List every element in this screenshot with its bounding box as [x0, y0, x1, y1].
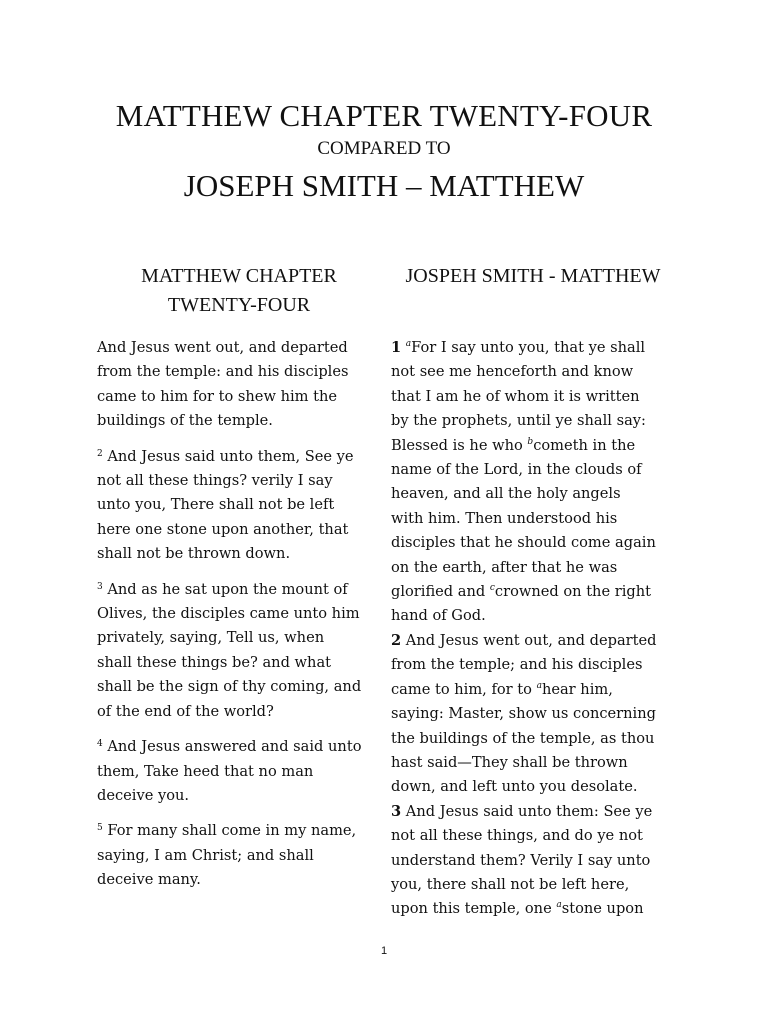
verse-text: cometh in the: [533, 436, 636, 454]
verse-line: [97, 735, 379, 759]
verse-text: shall not be thrown down.: [97, 545, 291, 563]
compared-to-label: COMPARED TO: [317, 138, 451, 159]
verse-number: 1: [391, 339, 402, 356]
verse-text: And Jesus went out, and departed: [401, 631, 657, 649]
verse-line: [391, 702, 673, 726]
verse-number: 3: [391, 802, 402, 820]
verse-line: [97, 626, 379, 650]
verse-line: [391, 531, 673, 555]
verse-text: that I am he of whom it is written: [391, 387, 640, 405]
verse-text: not all these things, and do ye not: [391, 827, 643, 845]
verse-line: [391, 604, 673, 628]
verse-text: deceive many.: [97, 871, 201, 889]
verse-text: the buildings of the temple, as thou: [391, 729, 655, 747]
verse-line: [391, 556, 673, 580]
verse-line: [391, 849, 673, 873]
verse-text: For many shall come in my name,: [102, 822, 357, 840]
verse-line: [391, 336, 673, 360]
verse-text: unto you, There shall not be left: [97, 496, 335, 514]
verse-paragraph: [97, 819, 379, 892]
verse-line: [391, 678, 673, 702]
footnote-marker: c: [489, 583, 495, 594]
verse-line: [97, 518, 379, 542]
verse-line: [97, 542, 379, 566]
verse-line: [97, 651, 379, 675]
verse-line: [391, 897, 673, 921]
verse-line: [97, 469, 379, 493]
page-subtitle: JOSEPH SMITH – MATTHEW: [183, 168, 585, 203]
verse-text: them, Take heed that no man: [97, 762, 314, 780]
verse-line: [97, 868, 379, 892]
verse-line: [391, 727, 673, 751]
verse-text: upon this temple, one: [391, 900, 557, 918]
verse-line: [97, 578, 379, 602]
verse-text: hand of God.: [391, 607, 486, 625]
verse-text: crowned on the right: [494, 583, 651, 601]
verse-line: [391, 800, 673, 824]
verse-number: 2: [97, 448, 103, 459]
verse-text: by the prophets, until ye shall say:: [391, 412, 646, 430]
verse-text: from the temple; and his disciples: [391, 656, 643, 674]
verse-number: 2: [391, 631, 402, 649]
verse-text: And Jesus said unto them: See ye: [401, 802, 653, 820]
verse-line: [391, 385, 673, 409]
joseph-smith-matthew-column: [391, 336, 673, 922]
verse-text: came to him for to shew him the: [97, 387, 338, 405]
verse-text: not see me henceforth and know: [391, 363, 634, 381]
verse-line: [97, 409, 379, 433]
verse-text: shall be the sign of thy coming, and: [97, 678, 362, 696]
verse-paragraph: [97, 578, 379, 724]
verse-text: Blessed is he who: [391, 436, 528, 454]
verse-line: [97, 675, 379, 699]
page-number: 1: [380, 945, 388, 957]
verse-text: down, and left unto you desolate.: [391, 778, 638, 796]
verse-line: [391, 653, 673, 677]
verse-text: stone upon: [561, 900, 644, 918]
verse-paragraph: [97, 336, 379, 434]
verse-line: [391, 507, 673, 531]
verse-line: [97, 819, 379, 843]
verse-line: [391, 629, 673, 653]
verse-text: hast said—They shall be thrown: [391, 753, 628, 771]
verse-line: [391, 434, 673, 458]
verse-line: [97, 844, 379, 868]
verse-line: [97, 360, 379, 384]
verse-number: 4: [97, 739, 103, 750]
verse-line: [391, 873, 673, 897]
verse-text: And as he sat upon the mount of: [102, 580, 348, 598]
verse-text: buildings of the temple.: [97, 412, 273, 430]
verse-line: [97, 445, 379, 469]
footnote-marker: b: [527, 436, 534, 447]
verse-text: deceive you.: [97, 786, 190, 804]
verse-text: on the earth, after that he was: [391, 558, 618, 576]
verse-line: [97, 760, 379, 784]
verse-text: understand them? Verily I say unto: [391, 851, 651, 869]
verse-text: Olives, the disciples came unto him: [97, 605, 360, 623]
verse-text: shall these things be? and what: [97, 653, 332, 671]
right-column-heading: JOSPEH SMITH - MATTHEW: [405, 265, 661, 287]
verse-line: [391, 409, 673, 433]
verse-text: glorified and: [391, 583, 490, 601]
verse-text: here one stone upon another, that: [97, 520, 349, 538]
verse-text: And Jesus answered and said unto: [102, 738, 362, 756]
verse-line: [391, 458, 673, 482]
verse-paragraph: [97, 735, 379, 808]
verse-line: [97, 385, 379, 409]
verse-text: came to him, for to: [391, 680, 537, 698]
page-title: MATTHEW CHAPTER TWENTY-FOUR: [115, 98, 653, 133]
verse-text: disciples that he should come again: [391, 534, 656, 552]
left-heading-line: TWENTY-FOUR: [167, 294, 311, 316]
verse-text: of the end of the world?: [97, 702, 274, 720]
verse-text: name of the Lord, in the clouds of: [391, 461, 642, 479]
verse-line: [97, 493, 379, 517]
verse-line: [97, 602, 379, 626]
verse-text: saying: Master, show us concerning: [391, 705, 656, 723]
footnote-marker: a: [556, 900, 562, 911]
verse-line: [391, 751, 673, 775]
verse-text: hear him,: [541, 680, 613, 698]
footnote-marker: a: [405, 339, 412, 349]
left-heading-line: MATTHEW CHAPTER: [141, 265, 337, 287]
footnote-marker: a: [536, 680, 542, 691]
verse-paragraph: [97, 445, 379, 567]
verse-line: [391, 580, 673, 604]
verse-line: [391, 775, 673, 799]
verse-text: For I say unto you, that ye shall: [411, 339, 646, 356]
verse-line: [391, 360, 673, 384]
verse-line: [97, 700, 379, 724]
verse-line: [97, 784, 379, 808]
verse-line: [391, 482, 673, 506]
verse-text: with him. Then understood his: [391, 509, 618, 527]
verse-number: 5: [97, 823, 103, 834]
matthew-column: [97, 336, 379, 904]
verse-line: [391, 824, 673, 848]
verse-number: 3: [97, 581, 103, 592]
verse-text: heaven, and all the holy angels: [391, 485, 621, 503]
verse-text: privately, saying, Tell us, when: [97, 629, 325, 647]
verse-text: And Jesus went out, and departed: [97, 339, 348, 356]
verse-text: you, there shall not be left here,: [391, 875, 630, 893]
verse-text: And Jesus said unto them, See ye: [102, 447, 354, 465]
left-column-heading: [96, 262, 382, 320]
verse-text: not all these things? verily I say: [97, 472, 333, 490]
verse-text: saying, I am Christ; and shall: [97, 846, 314, 864]
verse-line: [97, 336, 379, 360]
verse-text: from the temple: and his disciples: [97, 363, 349, 381]
